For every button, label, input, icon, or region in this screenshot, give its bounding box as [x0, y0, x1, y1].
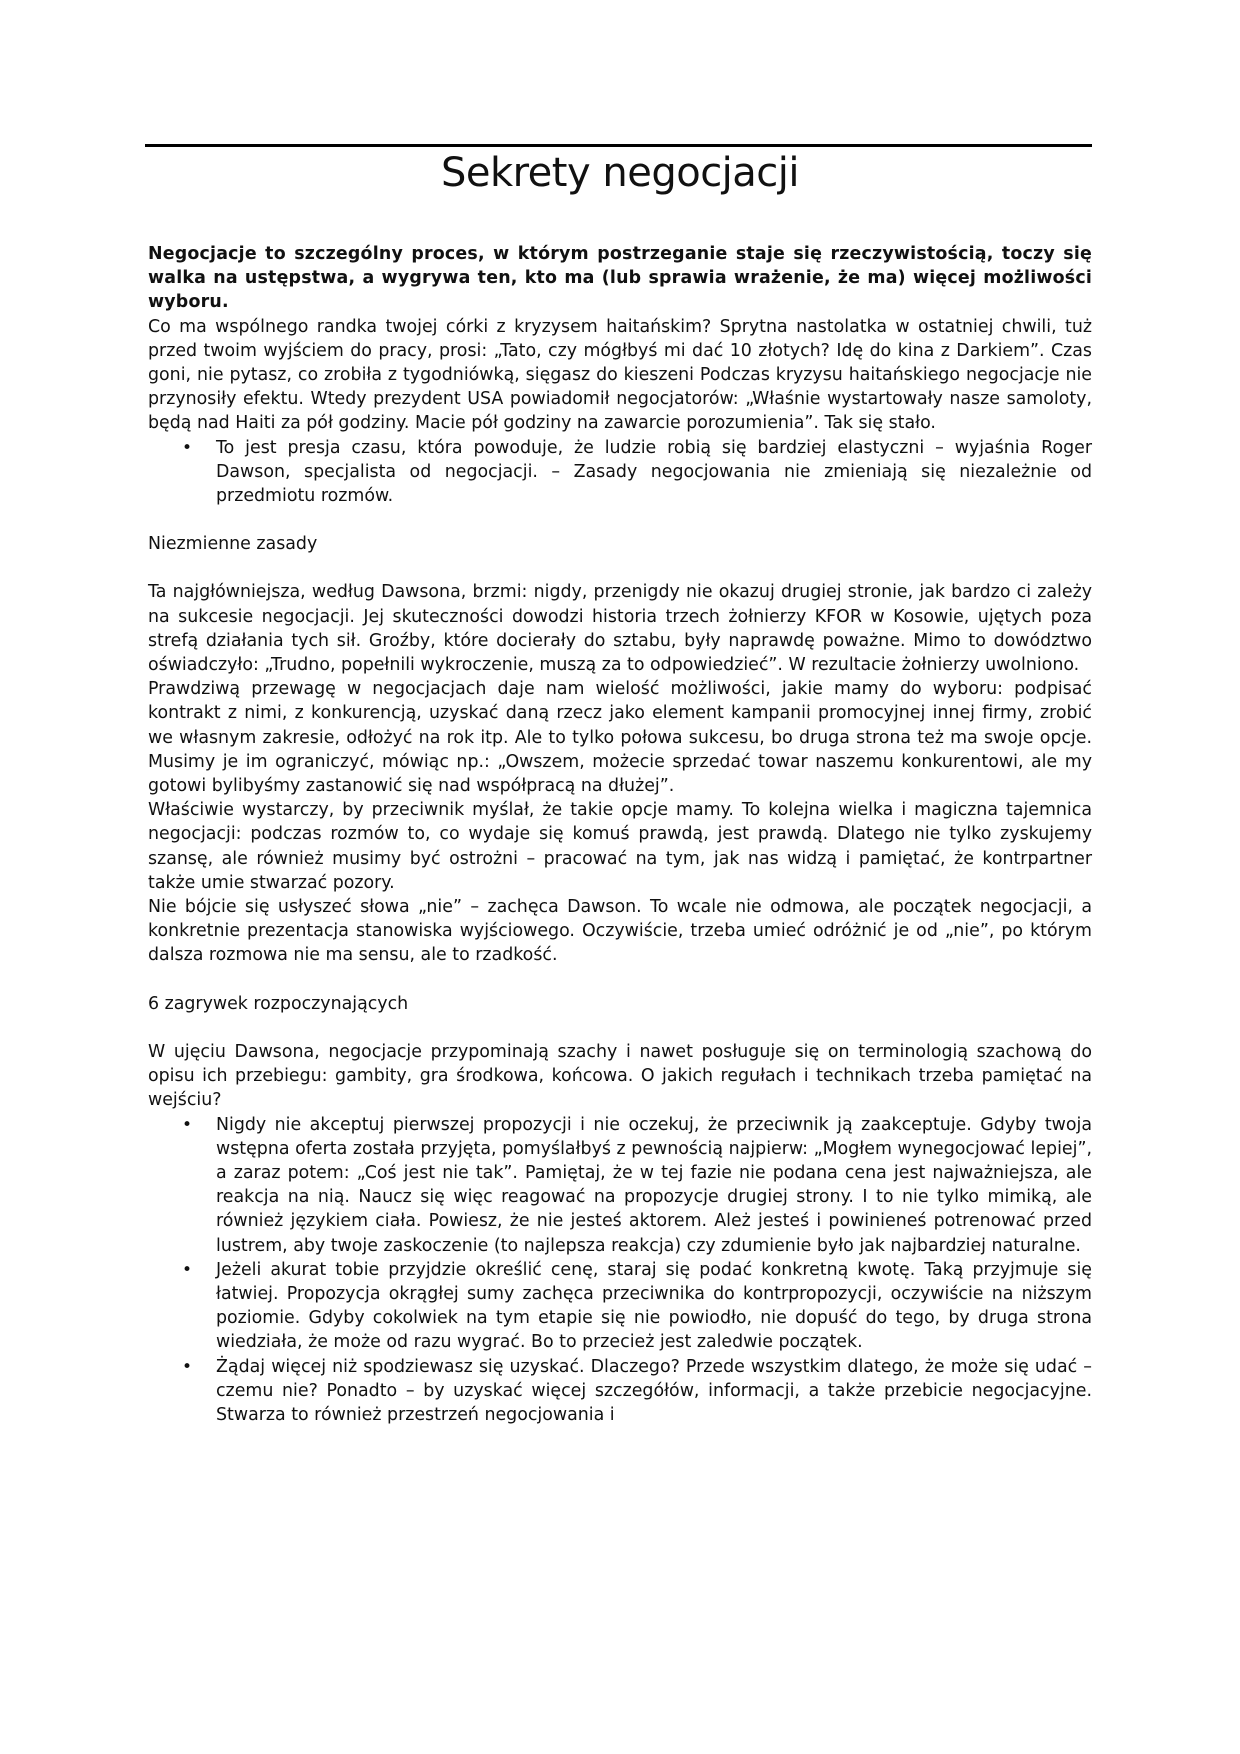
bullet-icon: •	[182, 437, 193, 458]
document-title: Sekrety negocjacji	[440, 150, 800, 196]
document-body	[148, 242, 1092, 1427]
paragraph: W ujęciu Dawsona, negocjacje przypominają szachy i nawet posługuje się on terminologią szachową do opisu ich przebiegu: gambity, gra środkowa, końcowa. O jakich regułach i technikach trzeba pamiętać na wejściu?	[148, 1041, 1092, 1111]
bullet-icon: •	[182, 1114, 193, 1135]
intro-bullet-list	[148, 436, 1092, 509]
list-item: • Nigdy nie akceptuj pierwszej propozycji i nie oczekuj, że przeciwnik ją zaakceptuje. Gdyby twoja wstępna oferta została przyjęta, pomyślałbyś z pewnością najpierw: „Mogłem wynegocjować lepiej”, a zaraz potem: „Coś jest nie tak”. Pamiętaj, że w tej fazie nie podana cena jest najważniejsza, ale reakcja na nią. Naucz się więc reagować na propozycje drugiej strony. I to nie tylko mimiką, ale również językiem ciała. Powiesz, że nie jesteś aktorem. Ależ jesteś i powinieneś potrenować przed lustrem, aby twoje zaskoczenie (to najlepsza reakcja) czy zdumienie było jak najbardziej naturalne.	[182, 1114, 1092, 1256]
bullet-icon: •	[182, 1356, 193, 1377]
section-heading-niezmienne-zasady: Niezmienne zasady	[148, 534, 318, 555]
gambits-bullet-list	[148, 1113, 1092, 1428]
lead-paragraph: Negocjacje to szczególny proces, w którym postrzeganie staje się rzeczywistością, toczy się walka na ustępstwa, a wygrywa ten, kto ma (lub sprawia wrażenie, że ma) więcej możliwości wyboru.	[148, 244, 1092, 313]
intro-paragraph: Co ma wspólnego randka twojej córki z kryzysem haitańskim? Sprytna nastolatka w ostatniej chwili, tuż przed twoim wyjściem do pracy, prosi: „Tato, czy mógłbyś mi dać 10 złotych? Idę do kina z Darkiem”. Czas goni, nie pytasz, co zrobiła z tygodniówką, sięgasz do kieszeni Podczas kryzysu haitańskiego negocjacje nie przynosiły efektu. Wtedy prezydent USA powiadomił negocjatorów: „Właśnie wystartowały nasze samoloty, będą nad Haiti za pół godziny. Macie pół godziny na zawarcie porozumienia”. Tak się stało.	[148, 316, 1092, 434]
paragraph: Nie bójcie się usłyszeć słowa „nie” – zachęca Dawson. To wcale nie odmowa, ale początek negocjacji, a konkretnie prezentacja stanowiska wyjściowego. Oczywiście, trzeba umieć odróżnić je od „nie”, po którym dalsza rozmowa nie ma sensu, ale to rzadkość.	[148, 897, 1092, 966]
bullet-icon: •	[182, 1259, 193, 1280]
title-rule	[145, 144, 1092, 147]
list-item: • To jest presja czasu, która powoduje, że ludzie robią się bardziej elastyczni – wyjaśnia Roger Dawson, specjalista od negocjacji. – Zasady negocjowania nie zmieniają się niezależnie od przedmiotu rozmów.	[182, 437, 1092, 507]
paragraph: Prawdziwą przewagę w negocjacjach daje nam wielość możliwości, jakie mamy do wyboru: podpisać kontrakt z nimi, z konkurencją, uzyskać daną rzecz jako element kampanii promocyjnej innej firmy, zrobić we własnym zakresie, odłożyć na rok itp. Ale to tylko połowa sukcesu, bo druga strona też ma swoje opcje. Musimy je im ograniczyć, mówiąc np.: „Owszem, możecie sprzedać towar naszemu konkurentowi, ale my gotowi bylibyśmy zastanowić się nad współpracą na dłużej”.	[148, 679, 1092, 797]
paragraph: Właściwie wystarczy, by przeciwnik myślał, że takie opcje mamy. To kolejna wielka i magiczna tajemnica negocjacji: podczas rozmów to, co wydaje się komuś prawdą, jest prawdą. Dlatego nie tylko zyskujemy szansę, ale również musimy być ostrożni – pracować na tym, jak nas widzą i pamiętać, że kontrpartner także umie stwarzać pozory.	[148, 800, 1092, 893]
list-item: • Jeżeli akurat tobie przyjdzie określić cenę, staraj się podać konkretną kwotę. Taką przyjmuje się łatwiej. Propozycja okrągłej sumy zachęca przeciwnika do kontrpropozycji, oczywiście na niższym poziomie. Gdyby cokolwiek na tym etapie się nie powiodło, nie dopuść do tego, by druga strona wiedziała, że może od razu wygrać. Bo to przecież jest zaledwie początek.	[182, 1259, 1092, 1353]
list-item: • Żądaj więcej niż spodziewasz się uzyskać. Dlaczego? Przede wszystkim dlatego, że może się udać – czemu nie? Ponadto – by uzyskać więcej szczegółów, informacji, a także przebicie negocjacyjne. Stwarza to również przestrzeń negocjowania i	[182, 1356, 1092, 1425]
section-heading-6-zagrywek: 6 zagrywek rozpoczynających	[148, 993, 409, 1014]
paragraph: Ta najgłówniejsza, według Dawsona, brzmi: nigdy, przenigdy nie okazuj drugiej stronie, jak bardzo ci zależy na sukcesie negocjacji. Jej skuteczności dowodzi historia trzech żołnierzy KFOR w Kosowie, ujętych poza strefą działania tych sił. Groźby, które docierały do sztabu, były naprawdę poważne. Mimo to dowództwo oświadczyło: „Trudno, popełnili wykroczenie, muszą za to odpowiedzieć”. W rezultacie żołnierzy uwolniono.	[148, 582, 1092, 676]
